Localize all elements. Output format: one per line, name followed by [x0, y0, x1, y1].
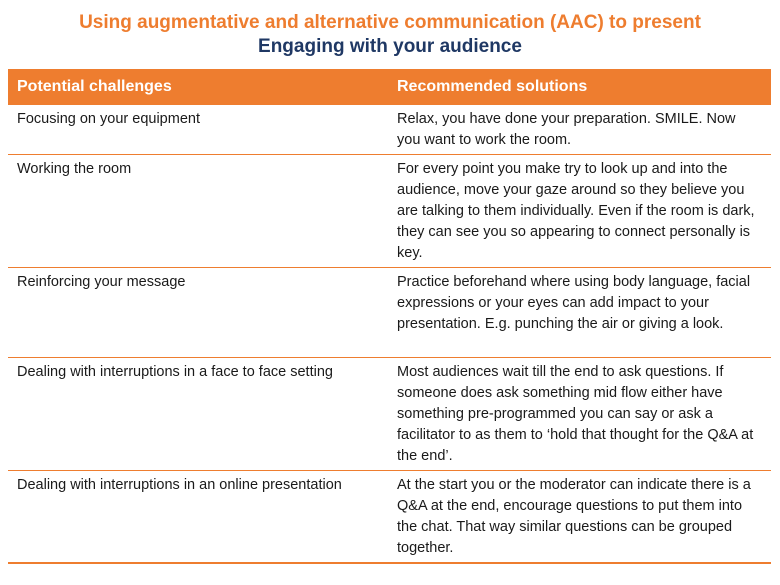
- challenge-cell: Working the room: [8, 155, 388, 268]
- solution-cell: Practice beforehand where using body language, facial expressions or your eyes can add impact to your presentation. E.g. punching the air or giving a look.: [388, 268, 771, 358]
- solution-cell: At the start you or the moderator can indicate there is a Q&A at the end, encourage questions to put them into the chat. That way similar questions can be grouped together.: [388, 471, 771, 564]
- solution-cell: Most audiences wait till the end to ask questions. If someone does ask something mid flow either have something pre-programmed you can say or ask a facilitator to as them to ‘hold that thought for the Q&A at the end’.: [388, 358, 771, 471]
- document-subtitle: Engaging with your audience: [258, 36, 522, 57]
- challenge-cell: Dealing with interruptions in a face to face setting: [8, 358, 388, 471]
- challenge-cell: Reinforcing your message: [8, 268, 388, 358]
- header-row: [8, 69, 771, 105]
- challenge-cell: Focusing on your equipment: [8, 105, 388, 155]
- table-row: [8, 471, 771, 564]
- table-body: [8, 105, 771, 563]
- challenges-solutions-table: [8, 69, 771, 564]
- document-title: Using augmentative and alternative communication (AAC) to present: [79, 12, 701, 33]
- table-row: [8, 105, 771, 155]
- challenge-cell: Dealing with interruptions in an online presentation: [8, 471, 388, 564]
- table-header: [8, 69, 771, 105]
- header-recommended-solutions: Recommended solutions: [388, 69, 771, 105]
- solution-cell: Relax, you have done your preparation. SMILE. Now you want to work the room.: [388, 105, 771, 155]
- header-potential-challenges: Potential challenges: [8, 69, 388, 105]
- solution-cell: For every point you make try to look up and into the audience, move your gaze around so they believe you are talking to them individually. Even if the room is dark, they can see you so appearing to connect personally is key.: [388, 155, 771, 268]
- title-block: [0, 11, 780, 59]
- table-row: [8, 155, 771, 268]
- table-row: [8, 268, 771, 358]
- table-row: [8, 358, 771, 471]
